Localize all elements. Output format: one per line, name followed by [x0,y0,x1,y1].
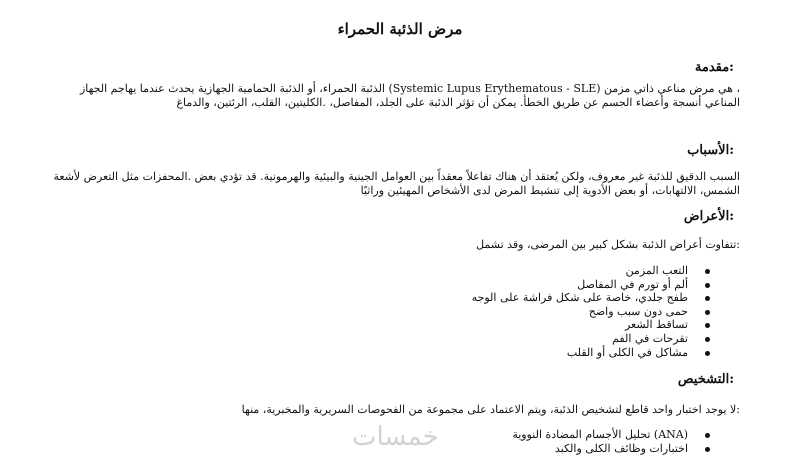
section-heading-diagnosis: :التشخيص [677,372,734,387]
symptoms-intro: :تتفاوت أعراض الذئبة بشكل كبير بين المرضى، وقد تشمل [476,238,740,251]
list-item: ألم أو تورم في المفاصل [472,278,710,292]
section-heading-intro: :مقدمة [694,60,734,75]
list-item: اختبارات وظائف الكلى والكبد [512,442,710,456]
list-item: (ANA) تحليل الأجسام المضادة النووية [512,428,710,442]
diagnosis-intro: :لا يوجد اختبار واحد قاطع لتشخيص الذئبة، ويتم الاعتماد على مجموعة من الفحوصات السريرية والمخبرية، منها [241,403,740,416]
list-item: مشاكل في الكلى أو القلب [472,346,710,360]
causes-paragraph: السبب الدقيق للذئبة غير معروف، ولكن يُعتقد أن هناك تفاعلاً معقداً بين العوامل الجينية والبيئية والهرمونية. قد تؤدي بعض .المحفزات مثل التعرض لأشعة الشمس، الالتهابات، أو بعض الأدوية إلى تنشيط المرض لدى الأشخاص المهيئين وراثيًا [53,170,740,197]
document-title: مرض الذئبة الحمراء [337,20,463,38]
list-item: تساقط الشعر [472,318,710,332]
list-item: طفح جلدي، خاصة على شكل فراشة على الوجه [472,291,710,305]
list-item: تقرحات في الفم [472,332,710,346]
list-item: التعب المزمن [472,264,710,278]
symptoms-list [472,264,710,359]
watermark-logo: خمسات [352,422,439,452]
section-heading-causes: :الأسباب [687,143,734,158]
section-heading-symptoms: :الأعراض [683,209,734,224]
diagnosis-list [512,428,710,455]
list-item: حمى دون سبب واضح [472,305,710,319]
intro-paragraph: ، هي مرض مناعي ذاتي مزمن (Systemic Lupus Erythematous - SLE) الذئبة الحمراء، أو الذئبة الحمامية الجهازية يحدث عندما يهاجم الجهاز المناعي أنسجة وأعضاء الجسم عن طريق الخطأ. يمكن أن تؤثر الذئبة على الجلد، المفاصل، .الكليتين، القلب، الرئتين، والدماغ [79,82,740,109]
